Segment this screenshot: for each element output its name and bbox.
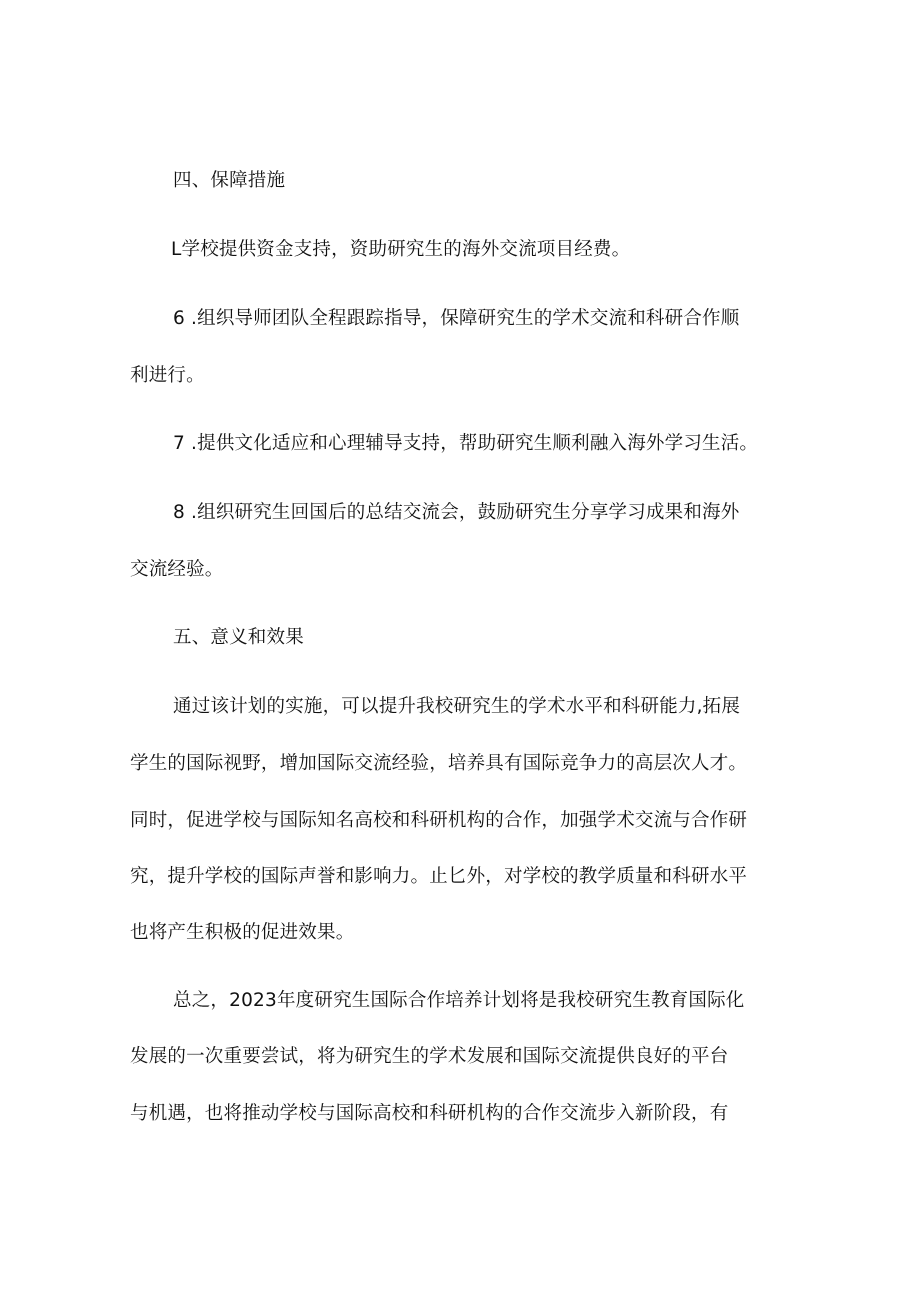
section-five-heading: 五、意义和效果 xyxy=(173,627,304,648)
section-four-heading: 四、保障措施 xyxy=(173,170,286,191)
conclusion-line-1: 总之，2023年度研究生国际合作培养计划将是我校研究生教育国际化 xyxy=(173,990,745,1011)
conclusion-line-2: 发展的一次重要尝试，将为研究生的学术发展和国际交流提供良好的平台 xyxy=(130,1046,729,1067)
significance-line-1: 通过该计划的实施，可以提升我校研究生的学术水平和科研能力,拓展 xyxy=(173,696,741,717)
measure-item-4-line-2: 交流经验。 xyxy=(130,559,224,580)
significance-line-5: 也将产生积极的促进效果。 xyxy=(130,922,355,943)
significance-line-2: 学生的国际视野，增加国际交流经验，培养具有国际竞争力的高层次人才。 xyxy=(130,753,748,774)
measure-item-3: 7 .提供文化适应和心理辅导支持，帮助研究生顺利融入海外学习生活。 xyxy=(173,433,759,454)
measure-item-4-line-1: 8 .组织研究生回国后的总结交流会，鼓励研究生分享学习成果和海外 xyxy=(173,502,740,523)
measure-item-2-line-2: 利进行。 xyxy=(130,365,205,386)
measure-item-1: L学校提供资金支持，资助研究生的海外交流项目经费。 xyxy=(171,239,631,260)
significance-line-4: 究，提升学校的国际声誉和影响力。止匕外，对学校的教学质量和科研水平 xyxy=(130,866,748,887)
significance-line-3: 同时，促进学校与国际知名高校和科研机构的合作，加强学术交流与合作研 xyxy=(130,810,748,831)
measure-item-2-line-1: 6 .组织导师团队全程跟踪指导，保障研究生的学术交流和科研合作顺 xyxy=(173,308,740,329)
conclusion-line-3: 与机遇，也将推动学校与国际高校和科研机构的合作交流步入新阶段，有 xyxy=(130,1103,729,1124)
